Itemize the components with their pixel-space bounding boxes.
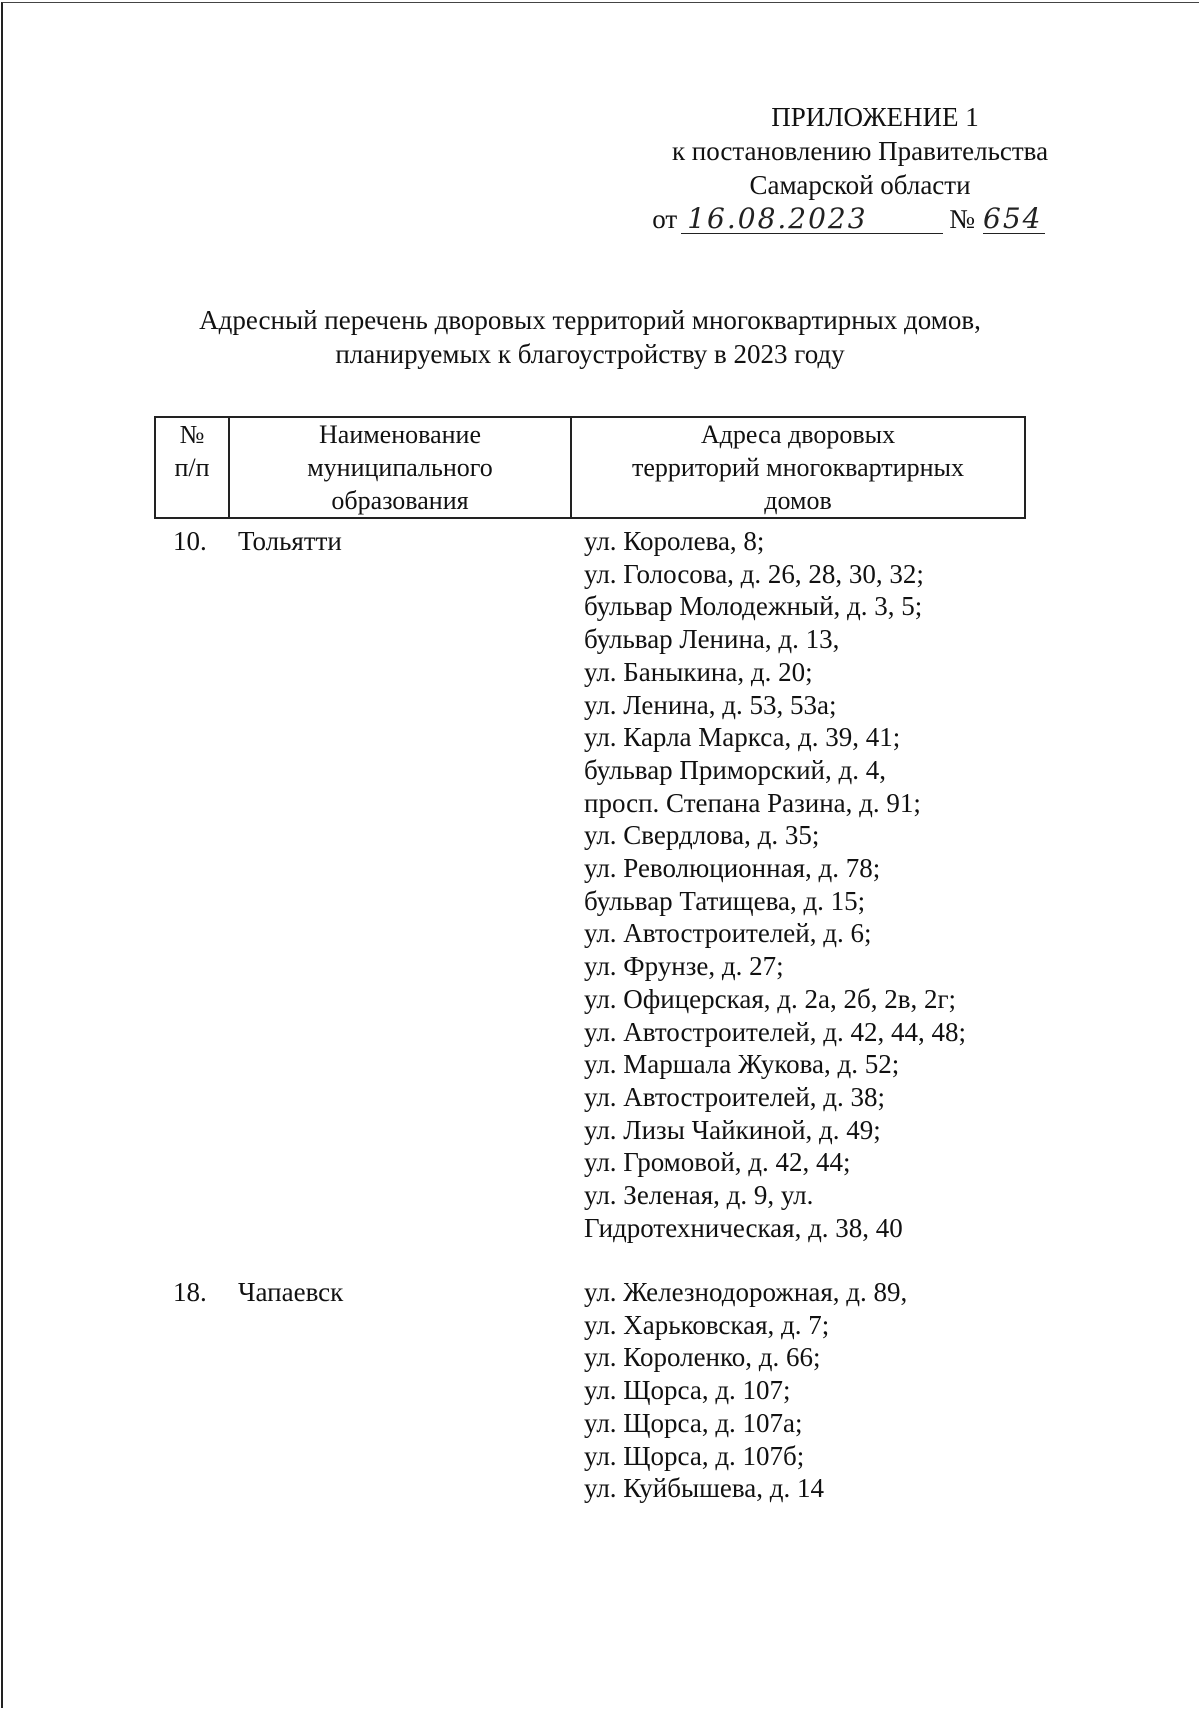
address-line: ул. Офицерская, д. 2а, 2б, 2в, 2г;: [584, 983, 957, 1014]
appendix-title: ПРИЛОЖЕНИЕ 1: [771, 102, 979, 132]
address-line: ул. Зеленая, д. 9, ул.: [584, 1180, 814, 1211]
header-municipality-line: Наименование: [319, 420, 481, 449]
address-line: бульвар Приморский, д. 4,: [584, 754, 886, 785]
header-addresses-line: Адреса дворовых: [700, 420, 896, 449]
header-num-line: п/п: [174, 453, 210, 482]
appendix-line1: к постановлению Правительства: [671, 136, 1049, 166]
address-line: ул. Щорса, д. 107а;: [584, 1407, 803, 1438]
address-line: ул. Лизы Чайкиной, д. 49;: [584, 1114, 881, 1145]
row-addresses: [584, 1276, 1024, 1505]
from-label: от: [652, 204, 678, 234]
signature-line: [630, 202, 1090, 236]
header-addresses-line: домов: [764, 486, 832, 515]
address-line: ул. Харьковская, д. 7;: [584, 1309, 830, 1340]
address-line: ул. Маршала Жукова, д. 52;: [584, 1049, 900, 1080]
appendix-line2: Самарской области: [749, 170, 971, 200]
address-line: ул. Свердлова, д. 35;: [584, 820, 820, 851]
address-line: Гидротехническая, д. 38, 40: [584, 1212, 903, 1243]
address-line: ул. Ленина, д. 53, 53а;: [584, 689, 837, 720]
address-line: ул. Карла Маркса, д. 39, 41;: [584, 722, 901, 753]
number-field: [983, 202, 1045, 235]
address-line: просп. Степана Разина, д. 91;: [584, 787, 921, 818]
address-line: ул. Железнодорожная, д. 89,: [584, 1277, 908, 1307]
address-line: ул. Громовой, д. 42, 44;: [584, 1147, 851, 1178]
address-line: ул. Фрунзе, д. 27;: [584, 951, 784, 982]
row-addresses: [584, 525, 1024, 1244]
document-title-line2: планируемых к благоустройству в 2023 году: [335, 339, 845, 369]
address-line: бульвар Татищева, д. 15;: [584, 885, 866, 916]
header-addresses-cell: [571, 417, 1025, 518]
table-header: [154, 416, 1026, 519]
address-line: бульвар Молодежный, д. 3, 5;: [584, 591, 923, 622]
address-line: ул. Революционная, д. 78;: [584, 853, 881, 884]
header-addresses-line: территорий многоквартирных: [632, 453, 964, 482]
row-municipality: Чапаевск: [238, 1277, 344, 1307]
address-line: ул. Короленко, д. 66;: [584, 1342, 821, 1373]
number-label: №: [949, 204, 975, 234]
document-title-line1: Адресный перечень дворовых территорий многоквартирных домов,: [199, 305, 981, 335]
handwritten-number: 654: [983, 202, 1043, 235]
address-line: ул. Автостроителей, д. 6;: [584, 918, 872, 949]
header-municipality-cell: [229, 417, 571, 518]
address-line: ул. Королева, 8;: [584, 526, 765, 556]
date-field: [681, 202, 943, 235]
document-title: [130, 303, 1050, 371]
address-line: ул. Автостроителей, д. 38;: [584, 1081, 885, 1112]
header-municipality-line: муниципального: [307, 453, 493, 482]
address-line: бульвар Ленина, д. 13,: [584, 624, 840, 655]
handwritten-date: 16.08.2023: [687, 202, 868, 235]
address-line: ул. Куйбышева, д. 14: [584, 1473, 824, 1504]
row-number: 18.: [173, 1277, 207, 1307]
address-line: ул. Баныкина, д. 20;: [584, 656, 813, 687]
address-line: ул. Голосова, д. 26, 28, 30, 32;: [584, 558, 924, 589]
header-num-cell: [155, 417, 229, 518]
header-num-line: №: [179, 420, 205, 449]
header-municipality-line: образования: [331, 486, 469, 515]
row-municipality: Тольятти: [238, 526, 342, 556]
row-number: 10.: [173, 526, 207, 556]
address-line: ул. Щорса, д. 107б;: [584, 1440, 805, 1471]
appendix-block: [630, 100, 1090, 236]
address-line: ул. Автостроителей, д. 42, 44, 48;: [584, 1016, 966, 1047]
address-line: ул. Щорса, д. 107;: [584, 1375, 791, 1406]
